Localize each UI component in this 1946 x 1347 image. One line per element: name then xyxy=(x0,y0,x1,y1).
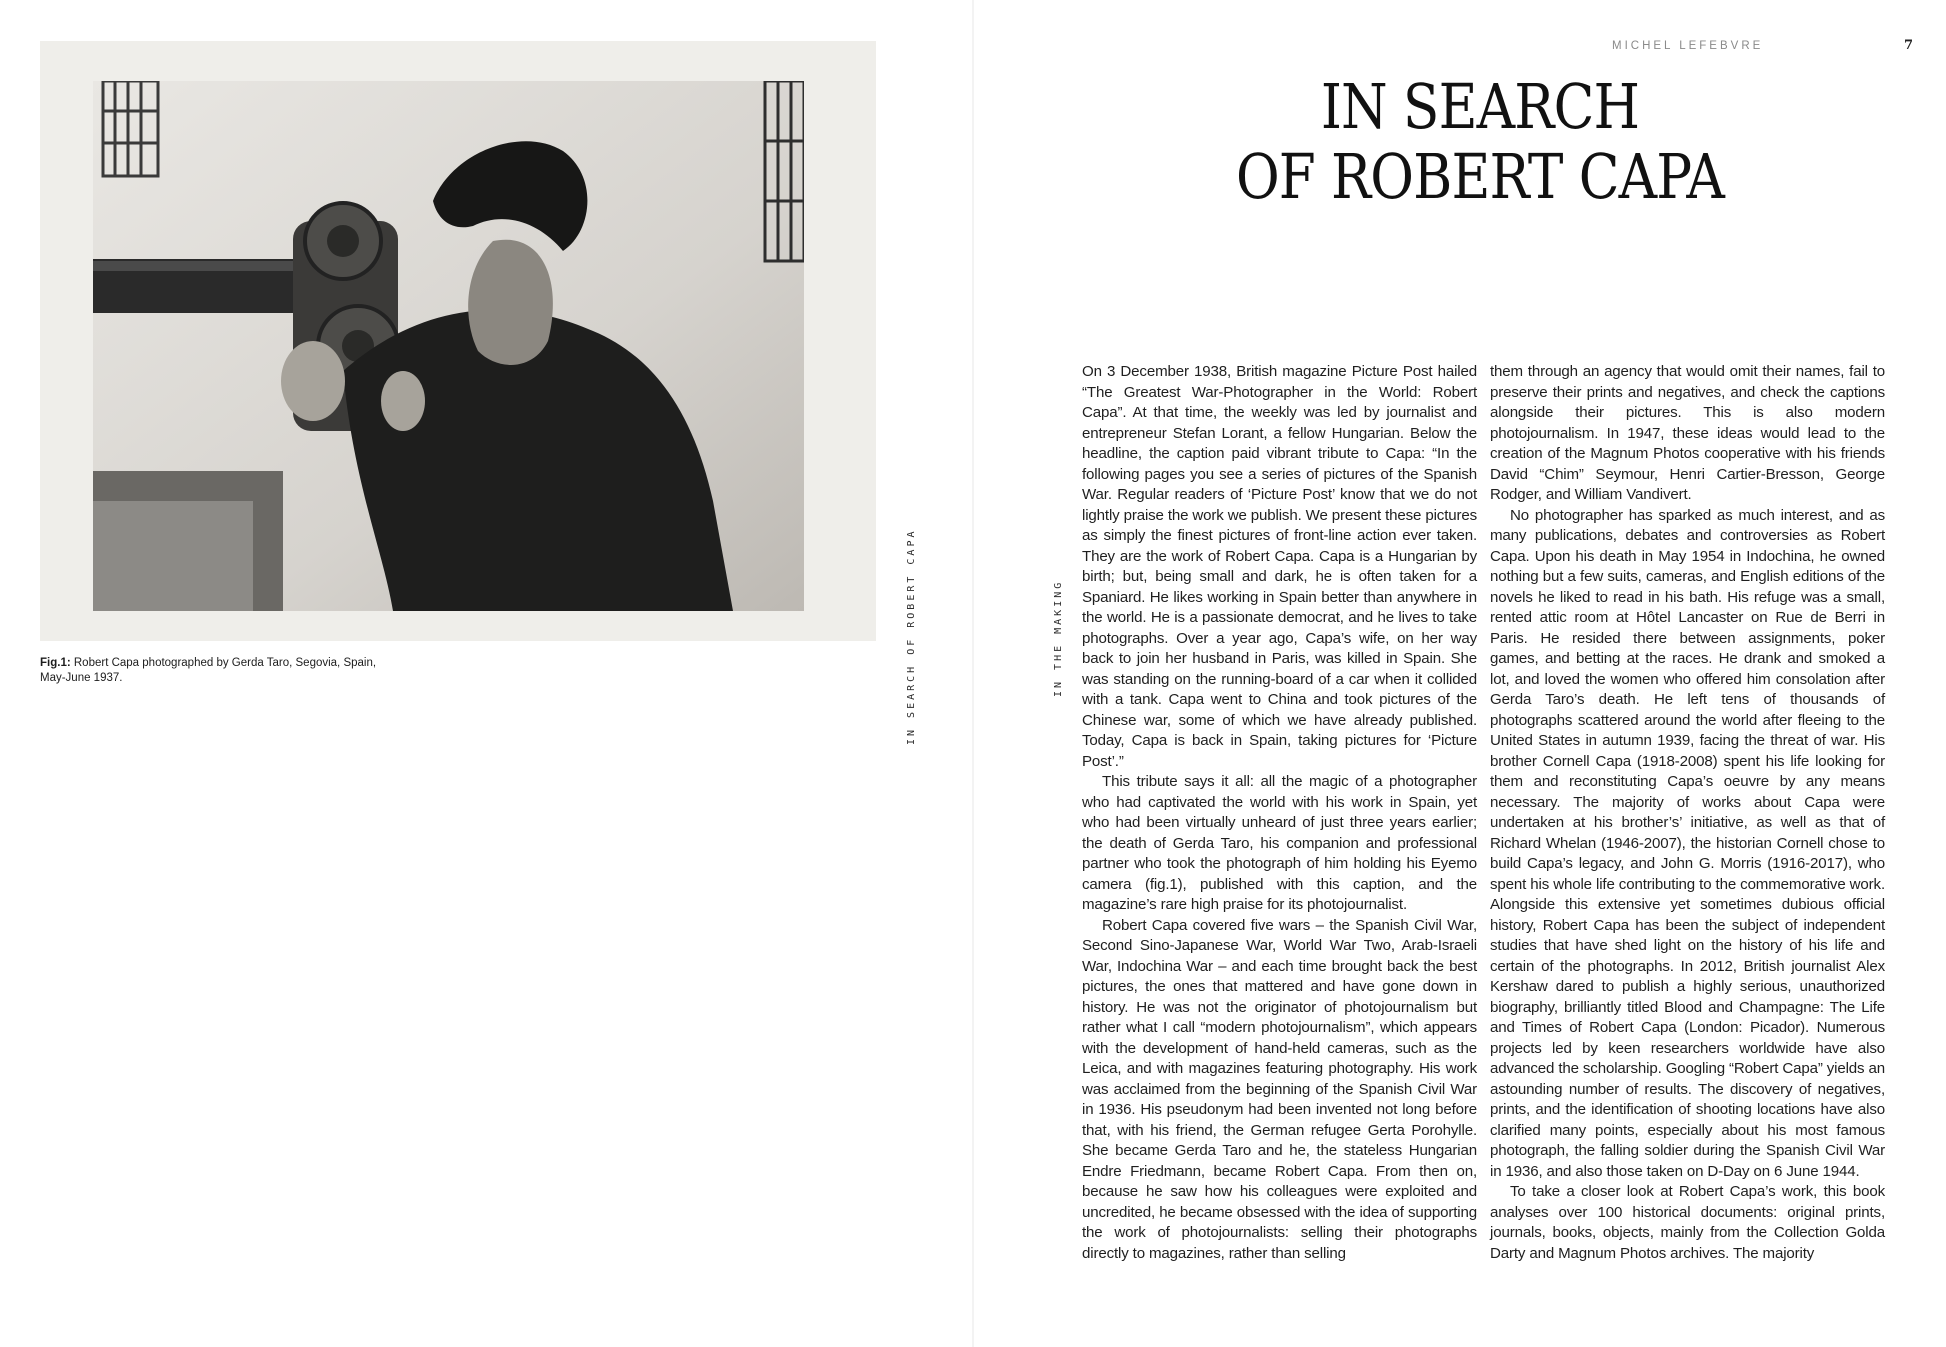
running-head-author: MICHEL LEFEBVRE xyxy=(1612,40,1764,52)
body-column-2 xyxy=(1490,362,1885,1264)
chapter-title-line-2: OF ROBERT CAPA xyxy=(1235,140,1725,213)
photograph-capa-with-camera xyxy=(93,81,804,611)
chapter-title-line-1: IN SEARCH xyxy=(1320,70,1640,143)
paragraph: This tribute says it all: all the magic of a photographer who had captivated the world with his work in Spain, yet who had been virtually unheard of just three years earlier; the death of Gerda Taro, his companion and professional partner who took the photograph of him holding his Eyemo camera (fig.1), published with this caption, and the magazine’s rare high praise for its photojournalist. xyxy=(1082,773,1477,913)
caption-text: Robert Capa photographed by Gerda Taro, Segovia, Spain, May-June 1937. xyxy=(40,657,377,684)
paragraph: them through an agency that would omit their names, fail to preserve their prints and negatives, and check the captions alongside their pictures. This is also modern photojournalism. In 1947, these ideas would lead to the creation of the Magnum Photos cooperative with his friends David “Chim” Seymour, Henri Cartier-Bresson, George Rodger, and William Vandivert. xyxy=(1490,363,1885,503)
vertical-label-section: IN THE MAKING xyxy=(1053,579,1064,697)
paragraph: Robert Capa covered five wars – the Spanish Civil War, Second Sino-Japanese War, World War Two, Arab-Israeli War, Indochina War – and each time brought back the best pictures, the ones that mattered and have gone down in history. He was not the originator of photojournalism but rather what I call “modern photojournalism”, which appears with the development of hand-held cameras, such as the Leica, and with magazines featuring photography. His work was acclaimed from the beginning of the Spanish Civil War in 1936. His pseudonym had been invented not long before that, with his friend, the German refugee Gerta Porohylle. She became Gerda Taro and he, the stateless Hungarian Endre Friedmann, became Robert Capa. From then on, because he saw how his colleagues were exploited and uncredited, he became obsessed with the idea of supporting the work of photojournalists: selling their photographs directly to magazines, rather than selling xyxy=(1082,916,1477,1262)
figure-caption xyxy=(40,656,380,686)
body-column-1 xyxy=(1082,362,1477,1264)
paragraph: No photographer has sparked as much interest, and as many publications, debates and controversies as Robert Capa. Upon his death in May 1954 in Indochina, he owned nothing but a few suits, cameras, and English editions of the novels he liked to read in his bath. His refuge was a small, rented attic room at Hôtel Lancaster on Rue de Berri in Paris. He resided there between assignments, poker games, and betting at the races. He drank and smoked a lot, and loved the women who offered him consolation after Gerda Taro’s death. He left tens of thousands of photographs scattered around the world after fleeing to the United States in autumn 1939, facing the threat of war. His brother Cornell Capa (1918-2008) spent his life looking for them and reconstituting Capa’s oeuvre by any means necessary. The majority of works about Capa were undertaken at his brother’s’ initiative, as well as that of Richard Whelan (1946-2007), the historian Cornell chose to build Capa’s legacy, and John G. Morris (1916-2017), who spent his whole life contributing to the commemorative work. Alongside this extensive yet sometimes dubious official history, Robert Capa has been the subject of independent studies that have shed light on the history of his life and certain of the photographs. In 2012, British journalist Alex Kershaw dared to publish a highly serious, unauthorized biography, brilliantly titled Blood and Champagne: The Life and Times of Robert Capa (London: Picador). Numerous projects led by keen researchers worldwide have also advanced the scholarship. Googling “Robert Capa” yields an astounding number of results. The discovery of negatives, prints, and the identification of shooting locations have also clarified many points, especially about his most famous photograph, the falling soldier during the Spanish Civil War in 1936, and also those taken on D-Day on 6 June 1944. xyxy=(1490,506,1885,1180)
page-number: 7 xyxy=(1904,38,1914,53)
book-gutter xyxy=(972,0,974,1347)
vertical-label-book-title: IN SEARCH OF ROBERT CAPA xyxy=(906,528,917,745)
chapter-title xyxy=(1188,72,1773,212)
paragraph: To take a closer look at Robert Capa’s work, this book analyses over 100 historical documents: original prints, journals, books, objects, mainly from the Collection Golda Darty and Magnum Photos archives. The majority xyxy=(1490,1183,1885,1262)
photo-mount xyxy=(40,41,876,641)
caption-label: Fig.1: xyxy=(40,657,71,669)
photograph-illustration xyxy=(93,81,804,611)
paragraph: On 3 December 1938, British magazine Picture Post hailed “The Greatest War-Photographer in the World: Robert Capa”. At that time, the weekly was led by journalist and entrepreneur Stefan Lorant, a fellow Hungarian. Below the headline, the caption paid vibrant tribute to Capa: “In the following pages you see a series of pictures of the Spanish War. Regular readers of ‘Picture Post’ know that we do not lightly praise the work we publish. We present these pictures as simply the finest pictures of front-line action ever taken. They are the work of Robert Capa. Capa is a Hungarian by birth; but, being small and dark, he is often taken for a Spaniard. He likes working in Spain better than anywhere in the world. He is a passionate democrat, and he lives to take photographs. Over a year ago, Capa’s wife, on her way back to join her husband in Paris, was killed in Spain. She was standing on the running-board of a car when it collided with a tank. Capa went to China and took pictures of the Chinese war, some of which we have already published. Today, Capa is back in Spain, taking pictures for ‘Picture Post’.” xyxy=(1082,363,1477,770)
